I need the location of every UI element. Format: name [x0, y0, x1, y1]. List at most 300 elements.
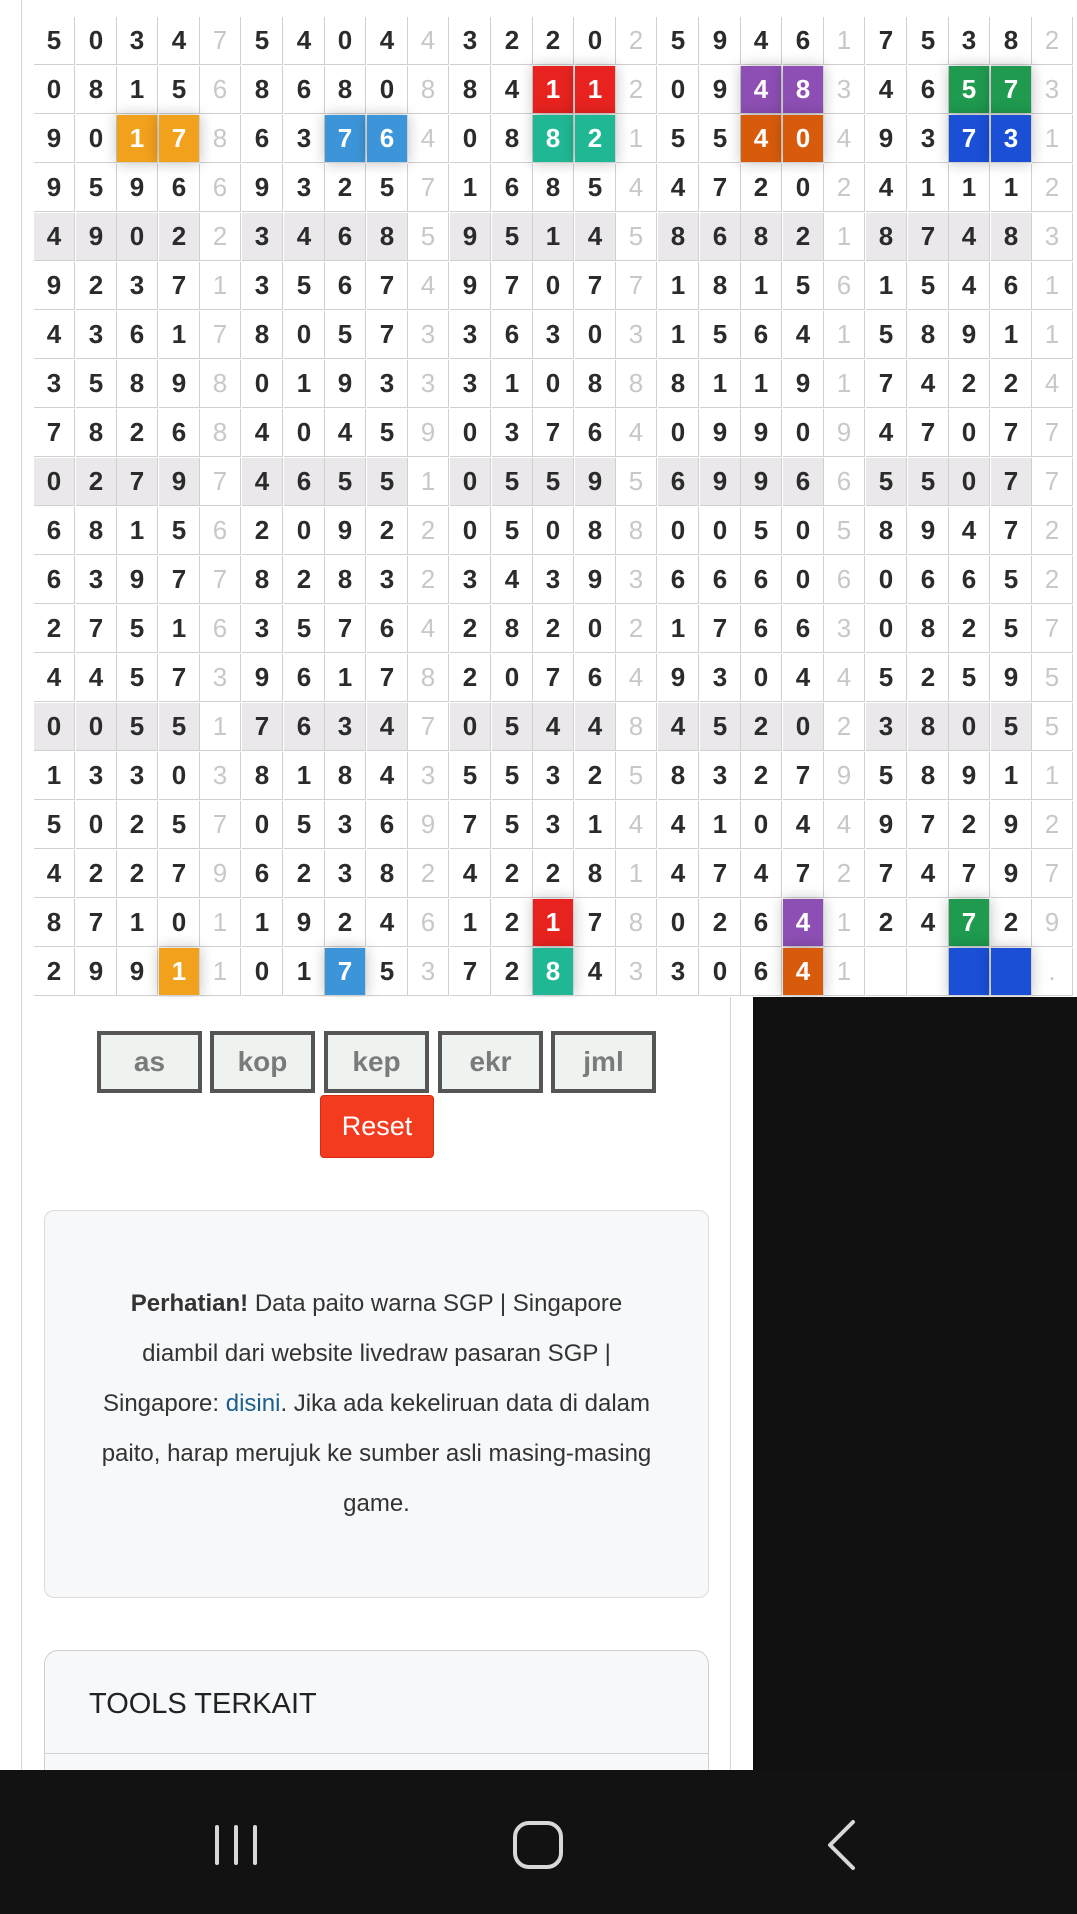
grid-cell: 5 — [783, 262, 824, 310]
grid-cell: 7 — [783, 850, 824, 898]
grid-cell: 6 — [824, 262, 865, 310]
grid-cell: 5 — [616, 213, 657, 261]
recent-apps-button[interactable] — [196, 1810, 276, 1880]
grid-cell: 9 — [866, 801, 907, 849]
grid-cell: 9 — [824, 752, 865, 800]
grid-cell: 9 — [700, 409, 741, 457]
grid-cell: 1 — [658, 311, 699, 359]
grid-cell: 5 — [284, 262, 325, 310]
grid-cell: 1 — [450, 899, 491, 947]
grid-cell: 2 — [117, 409, 158, 457]
grid-cell: 6 — [575, 654, 616, 702]
grid-cell: 5 — [908, 17, 949, 65]
grid-cell: 0 — [533, 262, 574, 310]
grid-cell: 5 — [450, 752, 491, 800]
grid-cell: 4 — [242, 409, 283, 457]
grid-cell: 7 — [242, 703, 283, 751]
grid-cell: 5 — [949, 66, 990, 114]
grid-cell: 6 — [700, 556, 741, 604]
grid-cell: 2 — [616, 17, 657, 65]
grid-cell: 4 — [492, 66, 533, 114]
grid-cell: 5 — [991, 556, 1032, 604]
grid-row — [34, 899, 1077, 948]
grid-cell: 6 — [200, 66, 241, 114]
grid-cell: 1 — [824, 948, 865, 996]
grid-cell: 9 — [866, 115, 907, 163]
grid-cell: 9 — [325, 507, 366, 555]
grid-cell: 1 — [866, 262, 907, 310]
grid-cell: 7 — [949, 899, 990, 947]
grid-cell: 2 — [284, 850, 325, 898]
grid-cell: 7 — [700, 850, 741, 898]
grid-cell: 1 — [492, 360, 533, 408]
grid-cell: 0 — [700, 507, 741, 555]
grid-cell: 3 — [700, 752, 741, 800]
grid-cell: 5 — [367, 164, 408, 212]
grid-cell: 2 — [949, 801, 990, 849]
grid-cell: 3 — [117, 17, 158, 65]
grid-cell: 4 — [949, 262, 990, 310]
grid-cell: 2 — [741, 752, 782, 800]
grid-cell: 3 — [34, 360, 75, 408]
grid-cell: 3 — [866, 703, 907, 751]
grid-cell: 0 — [34, 703, 75, 751]
grid-cell: 6 — [658, 556, 699, 604]
grid-cell: 5 — [117, 654, 158, 702]
grid-cell: 9 — [741, 458, 782, 506]
grid-cell: 3 — [533, 556, 574, 604]
grid-cell: 9 — [242, 654, 283, 702]
grid-cell: 2 — [159, 213, 200, 261]
grid-cell: 3 — [616, 556, 657, 604]
grid-cell: 8 — [658, 752, 699, 800]
grid-cell: 2 — [533, 17, 574, 65]
grid-cell: 2 — [949, 605, 990, 653]
grid-cell — [866, 948, 907, 996]
grid-cell: 0 — [783, 556, 824, 604]
grid-cell: 9 — [408, 409, 449, 457]
grid-cell: 5 — [242, 17, 283, 65]
grid-cell: 5 — [76, 360, 117, 408]
grid-cell: 2 — [1032, 556, 1073, 604]
grid-cell: 0 — [741, 654, 782, 702]
grid-cell: 7 — [408, 703, 449, 751]
grid-cell: 5 — [949, 654, 990, 702]
grid-cell: 7 — [533, 654, 574, 702]
grid-cell: 2 — [1032, 801, 1073, 849]
grid-cell: 5 — [492, 703, 533, 751]
grid-cell: 1 — [658, 262, 699, 310]
grid-cell: 4 — [783, 948, 824, 996]
grid-cell: 6 — [284, 703, 325, 751]
grid-cell: 3 — [284, 115, 325, 163]
grid-cell: 0 — [76, 703, 117, 751]
grid-cell: 2 — [1032, 17, 1073, 65]
grid-cell: 4 — [408, 115, 449, 163]
grid-cell: 8 — [76, 507, 117, 555]
grid-cell: 4 — [824, 115, 865, 163]
grid-cell: 8 — [783, 66, 824, 114]
grid-cell: 2 — [325, 899, 366, 947]
grid-cell: 8 — [866, 507, 907, 555]
grid-cell: 7 — [991, 507, 1032, 555]
grid-cell: 0 — [450, 703, 491, 751]
grid-cell: 0 — [76, 17, 117, 65]
grid-cell: 0 — [117, 213, 158, 261]
grid-cell: 3 — [76, 752, 117, 800]
grid-cell: 9 — [824, 409, 865, 457]
grid-cell: 3 — [450, 556, 491, 604]
grid-cell: 4 — [34, 311, 75, 359]
grid-cell: 5 — [991, 605, 1032, 653]
grid-cell: 0 — [575, 17, 616, 65]
grid-cell — [949, 948, 990, 996]
grid-cell: 8 — [616, 899, 657, 947]
grid-cell: 1 — [991, 752, 1032, 800]
grid-cell: 0 — [450, 409, 491, 457]
grid-cell: 4 — [908, 850, 949, 898]
grid-cell: 0 — [783, 409, 824, 457]
grid-cell: 3 — [242, 262, 283, 310]
filter-button-row — [97, 1031, 657, 1095]
grid-cell: 2 — [616, 605, 657, 653]
grid-cell: 9 — [450, 262, 491, 310]
grid-cell: 1 — [616, 850, 657, 898]
grid-cell: 1 — [991, 311, 1032, 359]
grid-cell: 7 — [991, 409, 1032, 457]
grid-cell: 4 — [783, 801, 824, 849]
grid-cell: 7 — [200, 458, 241, 506]
filter-as-button[interactable]: as — [97, 1031, 202, 1093]
grid-cell: 6 — [741, 311, 782, 359]
grid-cell: 9 — [34, 164, 75, 212]
grid-cell: 4 — [741, 850, 782, 898]
grid-cell: 0 — [658, 66, 699, 114]
recent-apps-icon — [196, 1810, 276, 1880]
grid-cell: 4 — [658, 850, 699, 898]
grid-cell: 4 — [908, 899, 949, 947]
grid-cell: 0 — [783, 164, 824, 212]
filter-ekr-button[interactable]: ekr — [438, 1031, 543, 1093]
grid-cell: 1 — [1032, 115, 1073, 163]
grid-cell: 9 — [117, 556, 158, 604]
home-button[interactable] — [498, 1810, 578, 1880]
grid-cell: 4 — [533, 703, 574, 751]
notice-bold: Perhatian! — [130, 1290, 249, 1317]
grid-cell: 4 — [949, 213, 990, 261]
grid-cell: 5 — [658, 17, 699, 65]
back-icon — [801, 1810, 881, 1880]
grid-cell: 5 — [616, 458, 657, 506]
grid-cell: 2 — [866, 899, 907, 947]
grid-cell: 7 — [616, 262, 657, 310]
grid-cell: 4 — [34, 654, 75, 702]
grid-cell: 6 — [159, 164, 200, 212]
grid-cell: 4 — [1032, 360, 1073, 408]
grid-cell: 1 — [159, 311, 200, 359]
grid-cell: 1 — [1032, 752, 1073, 800]
grid-cell: 6 — [200, 605, 241, 653]
grid-cell: 5 — [408, 213, 449, 261]
grid-cell: 9 — [284, 899, 325, 947]
grid-cell: 1 — [616, 115, 657, 163]
grid-cell: 3 — [408, 948, 449, 996]
grid-cell: 3 — [450, 360, 491, 408]
grid-cell: 6 — [908, 556, 949, 604]
grid-cell: 1 — [408, 458, 449, 506]
grid-cell: 6 — [783, 458, 824, 506]
grid-cell: 7 — [159, 850, 200, 898]
grid-cell: 2 — [242, 507, 283, 555]
grid-cell: 2 — [325, 164, 366, 212]
filter-jml-button[interactable]: jml — [551, 1031, 656, 1093]
dark-overlay-panel — [753, 997, 1077, 1770]
grid-cell: 9 — [408, 801, 449, 849]
grid-cell: 4 — [284, 17, 325, 65]
grid-cell — [991, 948, 1032, 996]
grid-cell: 8 — [533, 164, 574, 212]
grid-cell: 0 — [34, 458, 75, 506]
grid-row — [34, 262, 1077, 311]
grid-cell: 5 — [866, 311, 907, 359]
grid-cell: 6 — [367, 115, 408, 163]
grid-cell: 3 — [408, 360, 449, 408]
grid-cell: 4 — [408, 17, 449, 65]
grid-cell: 5 — [700, 115, 741, 163]
grid-cell: 5 — [325, 458, 366, 506]
grid-cell: 7 — [700, 164, 741, 212]
grid-cell: 7 — [1032, 458, 1073, 506]
grid-cell: 6 — [200, 164, 241, 212]
grid-cell: 0 — [658, 899, 699, 947]
grid-cell: 6 — [242, 850, 283, 898]
grid-cell: 8 — [76, 409, 117, 457]
grid-cell: 3 — [367, 556, 408, 604]
grid-cell: 3 — [533, 801, 574, 849]
grid-cell: 7 — [450, 801, 491, 849]
grid-cell: 2 — [741, 164, 782, 212]
grid-cell: 5 — [616, 752, 657, 800]
grid-cell: 8 — [575, 360, 616, 408]
grid-cell: 7 — [200, 311, 241, 359]
grid-cell: 5 — [325, 311, 366, 359]
grid-cell: 0 — [533, 360, 574, 408]
grid-cell: 3 — [533, 752, 574, 800]
grid-cell: 1 — [533, 66, 574, 114]
grid-cell: 5 — [117, 605, 158, 653]
grid-cell: 5 — [367, 948, 408, 996]
grid-cell: 2 — [34, 605, 75, 653]
grid-cell: 9 — [949, 311, 990, 359]
grid-cell: 1 — [575, 66, 616, 114]
grid-cell: 5 — [866, 752, 907, 800]
grid-cell: 2 — [76, 850, 117, 898]
grid-cell: 2 — [408, 556, 449, 604]
grid-row — [34, 164, 1077, 213]
home-icon — [498, 1810, 578, 1880]
grid-cell: 4 — [242, 458, 283, 506]
grid-cell: 6 — [741, 605, 782, 653]
grid-cell: 2 — [533, 605, 574, 653]
grid-cell: 3 — [949, 17, 990, 65]
grid-cell: 1 — [824, 17, 865, 65]
grid-cell: 7 — [76, 605, 117, 653]
grid-cell: 6 — [783, 605, 824, 653]
grid-cell: 4 — [741, 17, 782, 65]
grid-cell: 7 — [575, 899, 616, 947]
grid-cell: 0 — [284, 311, 325, 359]
grid-cell: 8 — [200, 115, 241, 163]
grid-cell: 0 — [242, 948, 283, 996]
grid-cell: 4 — [866, 66, 907, 114]
grid-cell: 0 — [949, 409, 990, 457]
grid-cell: 8 — [200, 409, 241, 457]
grid-cell: 2 — [450, 654, 491, 702]
grid-cell: 6 — [741, 899, 782, 947]
notice-source-link[interactable]: disini — [225, 1390, 281, 1417]
grid-cell: 2 — [492, 899, 533, 947]
grid-cell: 2 — [408, 850, 449, 898]
grid-cell: 6 — [908, 66, 949, 114]
grid-cell: 2 — [991, 899, 1032, 947]
grid-cell: 5 — [533, 458, 574, 506]
grid-cell: 8 — [200, 360, 241, 408]
grid-cell: 8 — [242, 66, 283, 114]
grid-cell: 0 — [34, 66, 75, 114]
grid-cell: 4 — [76, 654, 117, 702]
grid-cell: 1 — [284, 360, 325, 408]
grid-cell: 8 — [325, 752, 366, 800]
grid-cell — [908, 948, 949, 996]
grid-cell: 1 — [34, 752, 75, 800]
grid-row — [34, 507, 1077, 556]
grid-cell: 1 — [200, 899, 241, 947]
grid-cell: 6 — [408, 899, 449, 947]
grid-cell: 7 — [991, 458, 1032, 506]
grid-row — [34, 703, 1077, 752]
grid-cell: 5 — [367, 458, 408, 506]
grid-cell: 2 — [991, 360, 1032, 408]
grid-cell: 1 — [117, 899, 158, 947]
grid-cell: 4 — [658, 164, 699, 212]
grid-cell: 7 — [908, 409, 949, 457]
grid-cell: 4 — [367, 17, 408, 65]
filter-kep-button[interactable]: kep — [324, 1031, 429, 1093]
grid-cell: 6 — [159, 409, 200, 457]
grid-cell: 4 — [783, 311, 824, 359]
grid-cell: 1 — [159, 948, 200, 996]
grid-cell: 3 — [616, 311, 657, 359]
notice-text-2: . Jika ada kekeliruan data di dalam paito, harap merujuk ke sumber asli masing-masing game. — [101, 1390, 652, 1517]
grid-cell: 8 — [117, 360, 158, 408]
grid-cell: 3 — [533, 311, 574, 359]
grid-cell: 1 — [242, 899, 283, 947]
grid-cell: 7 — [325, 605, 366, 653]
grid-cell: 4 — [616, 654, 657, 702]
grid-row — [34, 311, 1077, 360]
grid-cell: 8 — [658, 360, 699, 408]
android-navigation-bar — [0, 1770, 1077, 1914]
notice-box — [44, 1210, 709, 1598]
grid-cell: 4 — [741, 115, 782, 163]
grid-cell: 9 — [159, 360, 200, 408]
grid-cell: 6 — [325, 213, 366, 261]
grid-cell: 3 — [76, 311, 117, 359]
grid-cell: 7 — [367, 262, 408, 310]
grid-cell: 0 — [783, 703, 824, 751]
grid-cell: 1 — [1032, 311, 1073, 359]
grid-cell: 3 — [700, 654, 741, 702]
grid-cell: 7 — [783, 752, 824, 800]
grid-cell: 2 — [533, 850, 574, 898]
grid-cell: 8 — [242, 752, 283, 800]
grid-cell: 1 — [284, 948, 325, 996]
grid-cell: 5 — [991, 703, 1032, 751]
grid-cell: 1 — [949, 164, 990, 212]
back-button[interactable] — [801, 1810, 881, 1880]
grid-cell: 2 — [367, 507, 408, 555]
page-left-edge — [0, 0, 22, 1770]
grid-cell: 1 — [200, 948, 241, 996]
grid-cell: 0 — [741, 801, 782, 849]
grid-cell: 2 — [824, 850, 865, 898]
grid-cell: 5 — [492, 213, 533, 261]
grid-row — [34, 752, 1077, 801]
grid-cell: 5 — [76, 164, 117, 212]
notice-text — [101, 1279, 652, 1529]
reset-button[interactable]: Reset — [320, 1095, 434, 1158]
grid-cell: 7 — [159, 654, 200, 702]
grid-cell: 0 — [242, 801, 283, 849]
grid-cell: 8 — [700, 262, 741, 310]
grid-cell: 5 — [492, 801, 533, 849]
filter-kop-button[interactable]: kop — [210, 1031, 315, 1093]
grid-cell: 5 — [284, 801, 325, 849]
grid-cell: 1 — [700, 360, 741, 408]
grid-cell: 4 — [367, 703, 408, 751]
grid-cell: 0 — [866, 556, 907, 604]
grid-cell: 3 — [658, 948, 699, 996]
grid-cell: 5 — [159, 703, 200, 751]
grid-cell: 0 — [450, 115, 491, 163]
grid-cell: 6 — [492, 311, 533, 359]
grid-cell: 1 — [325, 654, 366, 702]
grid-cell: 2 — [824, 164, 865, 212]
grid-row — [34, 556, 1077, 605]
grid-cell: 0 — [783, 507, 824, 555]
grid-cell: 9 — [991, 654, 1032, 702]
grid-cell: 0 — [658, 409, 699, 457]
grid-cell: 5 — [159, 801, 200, 849]
grid-cell: 8 — [658, 213, 699, 261]
grid-cell: 3 — [367, 360, 408, 408]
grid-cell: 2 — [117, 850, 158, 898]
grid-cell: 1 — [991, 164, 1032, 212]
grid-cell: 9 — [76, 948, 117, 996]
grid-cell: 0 — [783, 115, 824, 163]
grid-cell: 8 — [76, 66, 117, 114]
grid-cell: 8 — [408, 66, 449, 114]
grid-cell: 0 — [866, 605, 907, 653]
grid-row — [34, 605, 1077, 654]
grid-cell: 4 — [367, 899, 408, 947]
grid-cell: 1 — [284, 752, 325, 800]
grid-cell: 5 — [575, 164, 616, 212]
grid-cell: 7 — [700, 605, 741, 653]
grid-cell: . — [1032, 948, 1073, 996]
grid-row — [34, 801, 1077, 850]
grid-cell: 4 — [34, 213, 75, 261]
